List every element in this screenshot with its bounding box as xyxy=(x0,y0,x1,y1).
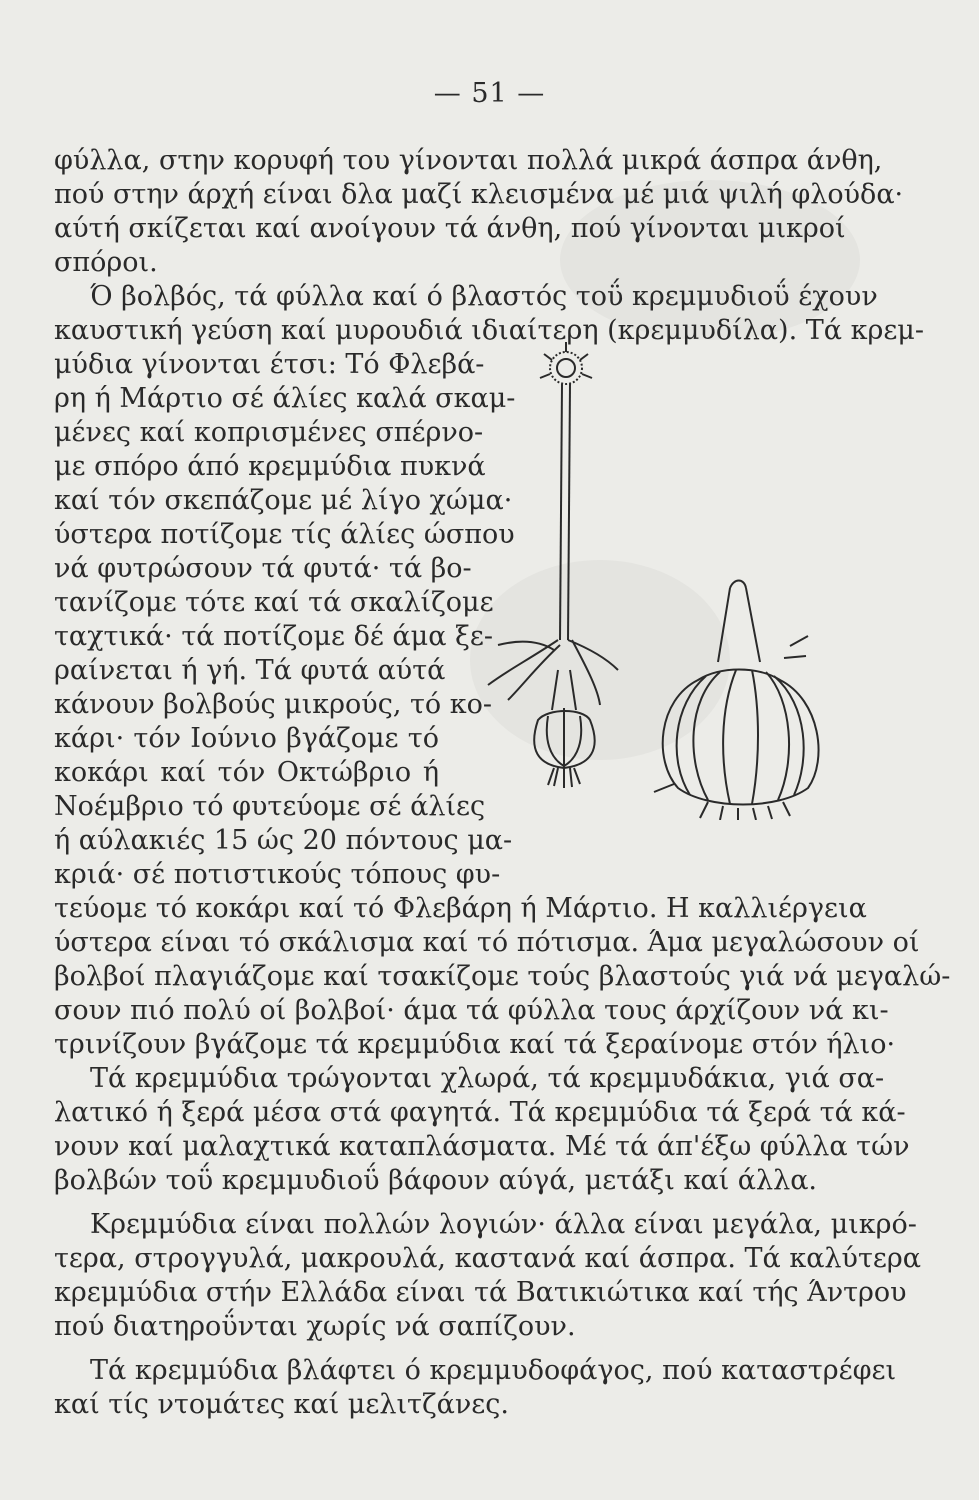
text-line: βολβών τοΰ κρεμμυδιοΰ βάφουν αύγά, μετάξι καί άλλα. xyxy=(54,1165,818,1196)
text-line: Τά κρεμμύδια τρώγονται χλωρά, τά κρεμμυδάκια, γιά σα- xyxy=(90,1063,885,1094)
text-line: Ό βολβός, τά φύλλα καί ό βλαστός τοΰ κρεμμυδιοΰ έχουν xyxy=(90,281,878,312)
text-line: μένες καί κοπρισμένες σπέρνο- xyxy=(54,417,484,448)
text-line: σπόροι. xyxy=(54,247,158,278)
text-line: κάρι· τόν Ιούνιο βγάζομε τό xyxy=(54,723,439,754)
onion-plant-illustration xyxy=(468,340,848,820)
small-onion-bulb-icon xyxy=(534,670,594,788)
text-line: ύστερα είναι τό σκάλισμα καί τό πότισμα. Άμα μεγαλώσουν οί xyxy=(54,927,920,958)
text-line: λατικό ή ξερά μέσα στά φαγητά. Τά κρεμμύδια τά ξερά τά κά- xyxy=(54,1097,906,1128)
text-line: τρινίζουν βγάζομε τά κρεμμύδια καί τά ξεραίνομε στόν ήλιο· xyxy=(54,1029,896,1060)
text-line: καυστική γεύση καί μυρουδιά ιδιαίτερη (κρεμμυδίλα). Τά κρεμ- xyxy=(54,315,924,346)
text-line: Νοέμβριο τό φυτεύομε σέ άλίες xyxy=(54,791,486,822)
text-line: φύλλα, στην κορυφή του γίνονται πολλά μικρά άσπρα άνθη, xyxy=(54,145,883,176)
page-number: — 51 — xyxy=(433,78,546,109)
text-line: ταχτικά· τά ποτίζομε δέ άμα ξε- xyxy=(54,621,494,652)
text-line: πού στην άρχή είναι δλα μαζί κλεισμένα μέ μιά ψιλή φλούδα· xyxy=(54,179,904,210)
text-line: ρη ή Μάρτιο σέ άλίες καλά σκαμ- xyxy=(54,383,516,414)
text-line: νά φυτρώσουν τά φυτά· τά βο- xyxy=(54,553,472,584)
text-line: σουν πιό πολύ οί βολβοί· άμα τά φύλλα τους άρχίζουν νά κι- xyxy=(54,995,889,1026)
text-line: ύστερα ποτίζομε τίς άλίες ώσπου xyxy=(54,519,515,550)
text-line: τανίζομε τότε καί τά σκαλίζομε xyxy=(54,587,494,618)
text-line: καί τίς ντομάτες καί μελιτζάνες. xyxy=(54,1389,509,1420)
text-line: κοκάρι καί τόν Οκτώβριο ή xyxy=(54,757,439,788)
text-line: κρεμμύδια στήν Ελλάδα είναι τά Βατικιώτικα καί τής Άντρου xyxy=(54,1277,907,1308)
text-line: τεύομε τό κοκάρι καί τό Φλεβάρη ή Μάρτιο. Η καλλιέργεια xyxy=(54,893,867,924)
text-line: πού διατηροΰνται χωρίς νά σαπίζουν. xyxy=(54,1311,576,1342)
text-line: Κρεμμύδια είναι πολλών λογιών· άλλα είναι μεγάλα, μικρό- xyxy=(90,1209,917,1240)
text-line: ή αύλακιές 15 ώς 20 πόντους μα- xyxy=(54,825,513,856)
text-line: νουν καί μαλαχτικά καταπλάσματα. Μέ τά άπ'έξω φύλλα τών xyxy=(54,1131,910,1162)
text-line: βολβοί πλαγιάζομε καί τσακίζομε τούς βλαστούς γιά νά μεγαλώ- xyxy=(54,961,951,992)
text-line: κάνουν βολβούς μικρούς, τό κο- xyxy=(54,689,493,720)
text-line: Τά κρεμμύδια βλάφτει ό κρεμμυδοφάγος, πού καταστρέφει xyxy=(90,1355,897,1386)
onion-flower-head-icon xyxy=(540,342,592,384)
text-line: αύτή σκίζεται καί ανοίγουν τά άνθη, πού γίνονται μικροί xyxy=(54,213,846,244)
text-line: με σπόρο άπό κρεμμύδια πυκνά xyxy=(54,451,486,482)
text-line: κριά· σέ ποτιστικούς τόπους φυ- xyxy=(54,859,501,890)
text-line: τερα, στρογγυλά, μακρουλά, καστανά καί άσπρα. Τά καλύτερα xyxy=(54,1243,921,1274)
text-line: ραίνεται ή γή. Τά φυτά αύτά xyxy=(54,655,446,686)
large-onion-bulb-icon xyxy=(654,581,819,821)
text-line: μύδια γίνονται έτσι: Τό Φλεβά- xyxy=(54,349,485,380)
text-line: καί τόν σκεπάζομε μέ λίγο χώμα· xyxy=(54,485,513,516)
